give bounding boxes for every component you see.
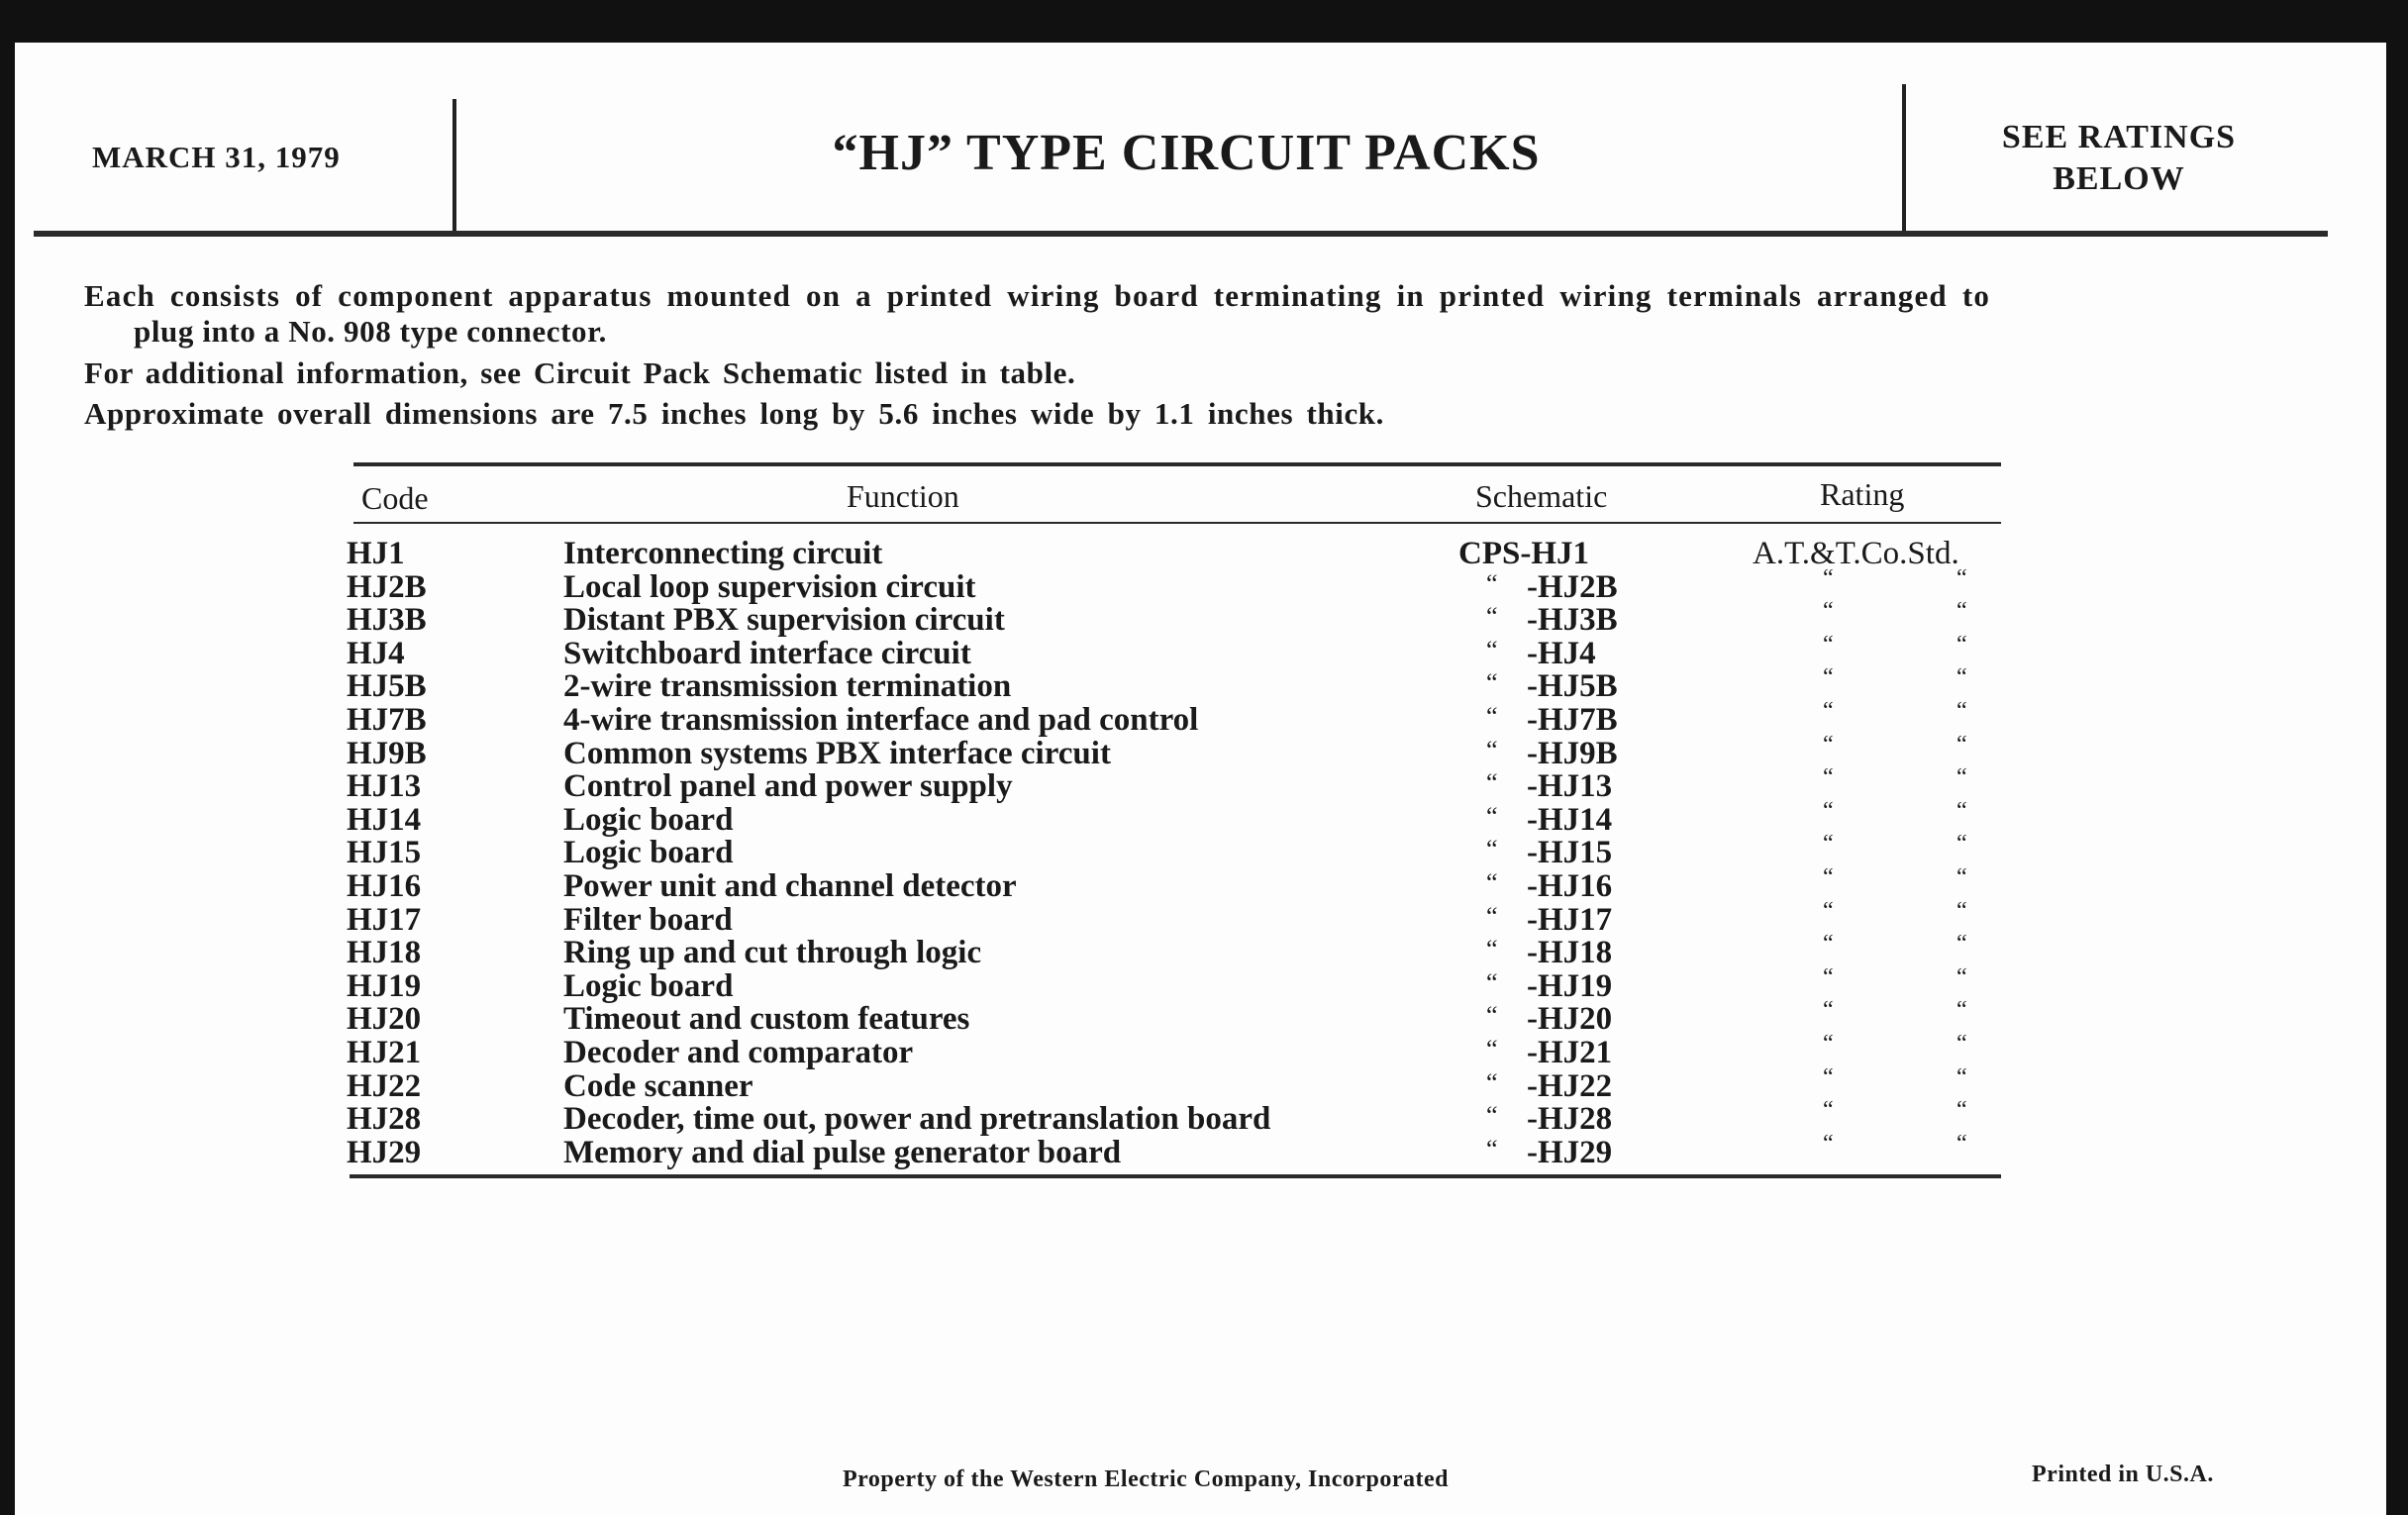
rating-ditto-mark: “	[1956, 797, 1967, 824]
ratings-note-line2: BELOW	[2053, 160, 2185, 197]
cell-schematic: -HJ7B	[1527, 702, 1618, 738]
rating-ditto-mark: “	[1823, 764, 1834, 791]
cell-function: Power unit and channel detector	[563, 868, 1017, 904]
cell-function: Interconnecting circuit	[563, 536, 883, 571]
rating-ditto-mark: “	[1956, 631, 1967, 657]
schematic-ditto-mark: “	[1486, 835, 1498, 864]
cell-schematic: -HJ21	[1527, 1035, 1613, 1070]
cell-code: HJ2B	[347, 568, 427, 605]
rating-ditto-mark: “	[1956, 831, 1967, 858]
cell-schematic: -HJ14	[1527, 801, 1613, 838]
schematic-ditto-mark: “	[1486, 935, 1498, 964]
cell-code: HJ9B	[347, 735, 427, 771]
rating-ditto-mark: “	[1823, 731, 1834, 758]
table-header-rule	[353, 522, 2001, 524]
schematic-ditto-mark: “	[1486, 868, 1498, 897]
cell-code: HJ21	[347, 1035, 422, 1070]
cell-schematic: -HJ17	[1527, 901, 1613, 938]
rating-ditto-mark: “	[1956, 931, 1967, 958]
column-header-code: Code	[361, 480, 429, 516]
column-header-rating: Rating	[1820, 476, 1905, 512]
table-row	[15, 1063, 2386, 1104]
cell-function: Decoder and comparator	[563, 1035, 914, 1070]
cell-code: HJ14	[347, 801, 422, 838]
rating-ditto-mark: “	[1956, 1097, 1967, 1124]
table-row	[15, 831, 2386, 871]
table-row	[15, 536, 2386, 569]
schematic-ditto-mark: “	[1486, 801, 1498, 831]
cell-schematic: -HJ9B	[1527, 735, 1618, 771]
schematic-ditto-mark: “	[1486, 768, 1498, 798]
table-row	[15, 731, 2386, 771]
schematic-ditto-mark: “	[1486, 635, 1498, 664]
rating-ditto-mark: “	[1823, 698, 1834, 724]
cell-code: HJ18	[347, 935, 422, 971]
rating-ditto-mark: “	[1956, 764, 1967, 791]
schematic-ditto-mark: “	[1486, 1001, 1498, 1031]
rating-ditto-mark: “	[1823, 1130, 1834, 1157]
cell-schematic: -HJ22	[1527, 1067, 1613, 1104]
schematic-ditto-mark: “	[1486, 1101, 1498, 1131]
ratings-note-line1: SEE RATINGS	[2001, 119, 2237, 155]
cell-schematic: -HJ3B	[1527, 602, 1618, 639]
rating-ditto-mark: “	[1823, 631, 1834, 657]
rating-ditto-mark: “	[1956, 698, 1967, 724]
rating-ditto-mark: “	[1956, 664, 1967, 691]
table-row	[15, 1097, 2386, 1138]
cell-schematic: -HJ4	[1527, 635, 1596, 671]
cell-code: HJ15	[347, 835, 422, 871]
rating-ditto-mark: “	[1956, 1063, 1967, 1090]
table-row	[15, 598, 2386, 639]
header-rule	[34, 231, 2328, 237]
table-row	[15, 997, 2386, 1038]
cell-schematic: CPS-HJ1	[1458, 536, 1589, 571]
cell-function: Filter board	[563, 901, 733, 938]
cell-schematic: -HJ2B	[1527, 568, 1618, 605]
cell-schematic: -HJ5B	[1527, 668, 1618, 705]
table-row	[15, 797, 2386, 838]
schematic-ditto-mark: “	[1486, 1067, 1498, 1097]
footer-property: Property of the Western Electric Company, Incorporated	[843, 1466, 1450, 1492]
page-title: “HJ” TYPE CIRCUIT PACKS	[832, 125, 1541, 181]
intro-line-1-cont: plug into a No. 908 type connector.	[134, 314, 607, 349]
schematic-ditto-mark: “	[1486, 1035, 1498, 1063]
cell-schematic: -HJ18	[1527, 935, 1613, 971]
cell-function: Distant PBX supervision circuit	[563, 602, 1005, 639]
table-row	[15, 864, 2386, 904]
cell-function: 2-wire transmission termination	[563, 668, 1012, 705]
rating-ditto-mark: “	[1956, 1130, 1967, 1157]
table-row	[15, 1130, 2386, 1170]
rating-ditto-mark: “	[1956, 1031, 1967, 1057]
ratings-note	[1906, 117, 2332, 200]
rating-ditto-mark: “	[1956, 598, 1967, 625]
rating-ditto-mark: “	[1823, 997, 1834, 1024]
rating-ditto-mark: “	[1956, 564, 1967, 591]
cell-function: Logic board	[563, 801, 734, 838]
cell-function: Memory and dial pulse generator board	[563, 1134, 1122, 1170]
rating-ditto-mark: “	[1823, 1063, 1834, 1090]
cell-rating: A.T.&T.Co.Std.	[1753, 536, 1959, 571]
cell-code: HJ20	[347, 1001, 422, 1038]
schematic-ditto-mark: “	[1486, 568, 1498, 598]
cell-code: HJ4	[347, 635, 405, 671]
rating-ditto-mark: “	[1823, 564, 1834, 591]
table-row	[15, 764, 2386, 805]
cell-function: Decoder, time out, power and pretranslation board	[563, 1101, 1271, 1138]
cell-code: HJ17	[347, 901, 422, 938]
cell-schematic: -HJ28	[1527, 1101, 1613, 1138]
cell-schematic: -HJ19	[1527, 967, 1613, 1004]
column-header-function: Function	[847, 478, 959, 514]
schematic-ditto-mark: “	[1486, 1134, 1498, 1163]
cell-function: Timeout and custom features	[563, 1001, 970, 1038]
rating-ditto-mark: “	[1956, 963, 1967, 990]
table-row	[15, 1031, 2386, 1070]
table-row	[15, 631, 2386, 671]
rating-ditto-mark: “	[1823, 664, 1834, 691]
cell-function: Ring up and cut through logic	[563, 935, 982, 971]
rating-ditto-mark: “	[1823, 598, 1834, 625]
table-row	[15, 564, 2386, 605]
rating-ditto-mark: “	[1956, 731, 1967, 758]
rating-ditto-mark: “	[1956, 897, 1967, 924]
cell-schematic: -HJ15	[1527, 835, 1613, 871]
rating-ditto-mark: “	[1823, 831, 1834, 858]
cell-function: Local loop supervision circuit	[563, 568, 976, 605]
cell-function: Code scanner	[563, 1067, 753, 1104]
rating-ditto-mark: “	[1956, 864, 1967, 890]
rating-ditto-mark: “	[1823, 963, 1834, 990]
column-header-schematic: Schematic	[1475, 478, 1608, 514]
rating-ditto-mark: “	[1823, 931, 1834, 958]
cell-code: HJ3B	[347, 602, 427, 639]
cell-code: HJ5B	[347, 668, 427, 705]
cell-function: Common systems PBX interface circuit	[563, 735, 1111, 771]
cell-schematic: -HJ16	[1527, 868, 1613, 904]
cell-code: HJ29	[347, 1134, 422, 1170]
cell-schematic: -HJ20	[1527, 1001, 1613, 1038]
schematic-ditto-mark: “	[1486, 901, 1498, 931]
cell-function: Control panel and power supply	[563, 768, 1013, 805]
cell-schematic: -HJ13	[1527, 768, 1613, 805]
cell-function: Logic board	[563, 967, 734, 1004]
intro-line-1: Each consists of component apparatus mounted on a printed wiring board terminating in printed wiring terminals arranged to	[84, 278, 1991, 313]
rating-ditto-mark: “	[1823, 797, 1834, 824]
table-row	[15, 664, 2386, 705]
cell-function: Switchboard interface circuit	[563, 635, 971, 671]
table-row	[15, 931, 2386, 971]
cell-code: HJ19	[347, 967, 422, 1004]
document-page	[15, 43, 2386, 1515]
table-row	[15, 963, 2386, 1004]
intro-line-2: For additional information, see Circuit Pack Schematic listed in table.	[84, 355, 1076, 390]
document-date: MARCH 31, 1979	[92, 140, 341, 174]
rating-ditto-mark: “	[1823, 864, 1834, 890]
cell-code: HJ7B	[347, 702, 427, 738]
intro-line-3: Approximate overall dimensions are 7.5 inches long by 5.6 inches wide by 1.1 inches thick.	[84, 396, 1384, 431]
schematic-ditto-mark: “	[1486, 668, 1498, 698]
table-top-rule	[353, 462, 2001, 466]
cell-code: HJ16	[347, 868, 422, 904]
footer-printed: Printed in U.S.A.	[2032, 1462, 2214, 1487]
cell-function: 4-wire transmission interface and pad control	[563, 702, 1199, 738]
cell-code: HJ13	[347, 768, 422, 805]
cell-code: HJ1	[347, 536, 405, 571]
schematic-ditto-mark: “	[1486, 602, 1498, 632]
rating-ditto-mark: “	[1823, 897, 1834, 924]
table-row	[15, 897, 2386, 938]
rating-ditto-mark: “	[1823, 1031, 1834, 1057]
schematic-ditto-mark: “	[1486, 702, 1498, 731]
rating-ditto-mark: “	[1823, 1097, 1834, 1124]
rating-ditto-mark: “	[1956, 997, 1967, 1024]
table-bottom-rule	[350, 1174, 2001, 1178]
cell-code: HJ22	[347, 1067, 422, 1104]
schematic-ditto-mark: “	[1486, 967, 1498, 997]
cell-code: HJ28	[347, 1101, 422, 1138]
schematic-ditto-mark: “	[1486, 735, 1498, 764]
cell-function: Logic board	[563, 835, 734, 871]
table-row	[15, 698, 2386, 738]
cell-schematic: -HJ29	[1527, 1134, 1613, 1170]
